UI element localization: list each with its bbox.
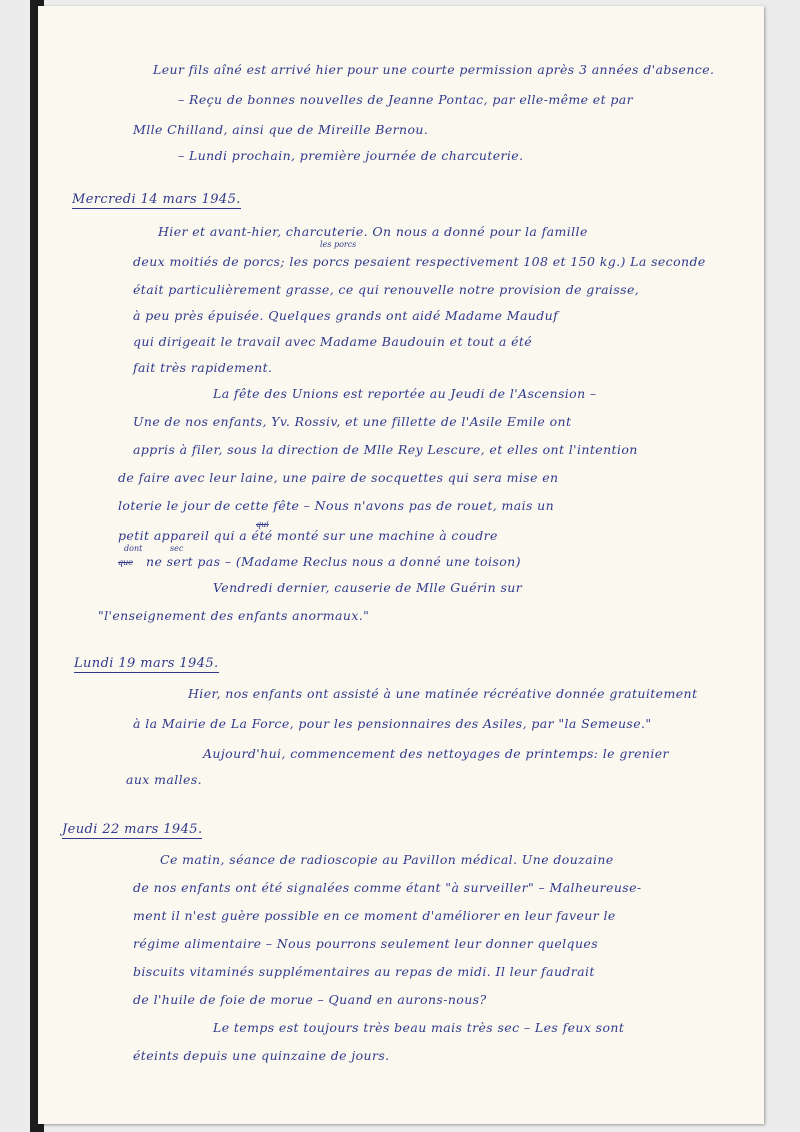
text-line: Ce matin, séance de radioscopie au Pavillon médical. Une douzaine xyxy=(160,852,614,867)
text-line: ment il n'est guère possible en ce moment d'améliorer en leur faveur le xyxy=(133,908,616,923)
interlinear-insertion: dont xyxy=(124,544,143,553)
text-line: – Reçu de bonnes nouvelles de Jeanne Pontac, par elle-même et par xyxy=(178,92,634,107)
text-line: Une de nos enfants, Yv. Rossiv, et une fillette de l'Asile Emile ont xyxy=(133,414,572,429)
text-line: à peu près épuisée. Quelques grands ont aidé Madame Mauduf xyxy=(133,308,559,323)
text-line: Vendredi dernier, causerie de Mlle Guérin sur xyxy=(213,580,523,595)
text-line: régime alimentaire – Nous pourrons seulement leur donner quelques xyxy=(133,936,599,951)
text-line: ne sert pas – (Madame Reclus nous a donné une toison) xyxy=(146,554,521,569)
interlinear-insertion: les porcs xyxy=(320,240,357,249)
text-line: était particulièrement grasse, ce qui renouvelle notre provision de graisse, xyxy=(133,282,640,297)
entry-date: Mercredi 14 mars 1945. xyxy=(72,192,241,207)
manuscript-page xyxy=(38,6,764,1124)
text-line: de l'huile de foie de morue – Quand en aurons-nous? xyxy=(133,992,487,1007)
text-line: Le temps est toujours très beau mais très sec – Les feux sont xyxy=(213,1020,625,1035)
text-line: loterie le jour de cette fête – Nous n'avons pas de rouet, mais un xyxy=(118,498,555,513)
text-line: éteints depuis une quinzaine de jours. xyxy=(133,1048,390,1063)
text-line: Hier et avant-hier, charcuterie. On nous a donné pour la famille xyxy=(158,224,588,239)
text-line: petit appareil qui a été monté sur une machine à coudre xyxy=(118,528,498,543)
text-line: fait très rapidement. xyxy=(133,360,273,375)
text-line: aux malles. xyxy=(126,772,203,787)
text-line: de faire avec leur laine, une paire de socquettes qui sera mise en xyxy=(118,470,559,485)
text-line: appris à filer, sous la direction de Mlle Rey Lescure, et elles ont l'intention xyxy=(133,442,638,457)
text-line: – Lundi prochain, première journée de charcuterie. xyxy=(178,148,524,163)
text-line: qui dirigeait le travail avec Madame Baudouin et tout a été xyxy=(133,334,533,349)
text-line: Leur fils aîné est arrivé hier pour une courte permission après 3 années d'absence. xyxy=(153,62,715,77)
entry-date: Jeudi 22 mars 1945. xyxy=(62,822,203,837)
struck-word: qui xyxy=(256,520,269,529)
text-line: "l'enseignement des enfants anormaux." xyxy=(98,608,370,623)
text-line: La fête des Unions est reportée au Jeudi de l'Ascension – xyxy=(213,386,597,401)
text-line: de nos enfants ont été signalées comme étant "à surveiller" – Malheureuse- xyxy=(133,880,642,895)
text-line: deux moitiés de porcs; les porcs pesaient respectivement 108 et 150 kg.) La seconde xyxy=(133,254,706,269)
interlinear-insertion: sec xyxy=(170,544,184,553)
text-line: biscuits vitaminés supplémentaires au repas de midi. Il leur faudrait xyxy=(133,964,595,979)
text-line: Mlle Chilland, ainsi que de Mireille Bernou. xyxy=(133,122,429,137)
text-line: Hier, nos enfants ont assisté à une matinée récréative donnée gratuitement xyxy=(188,686,698,701)
struck-word: que xyxy=(118,558,134,567)
entry-date: Lundi 19 mars 1945. xyxy=(74,656,219,671)
text-line: à la Mairie de La Force, pour les pensionnaires des Asiles, par "la Semeuse." xyxy=(133,716,652,731)
text-line: Aujourd'hui, commencement des nettoyages de printemps: le grenier xyxy=(203,746,669,761)
